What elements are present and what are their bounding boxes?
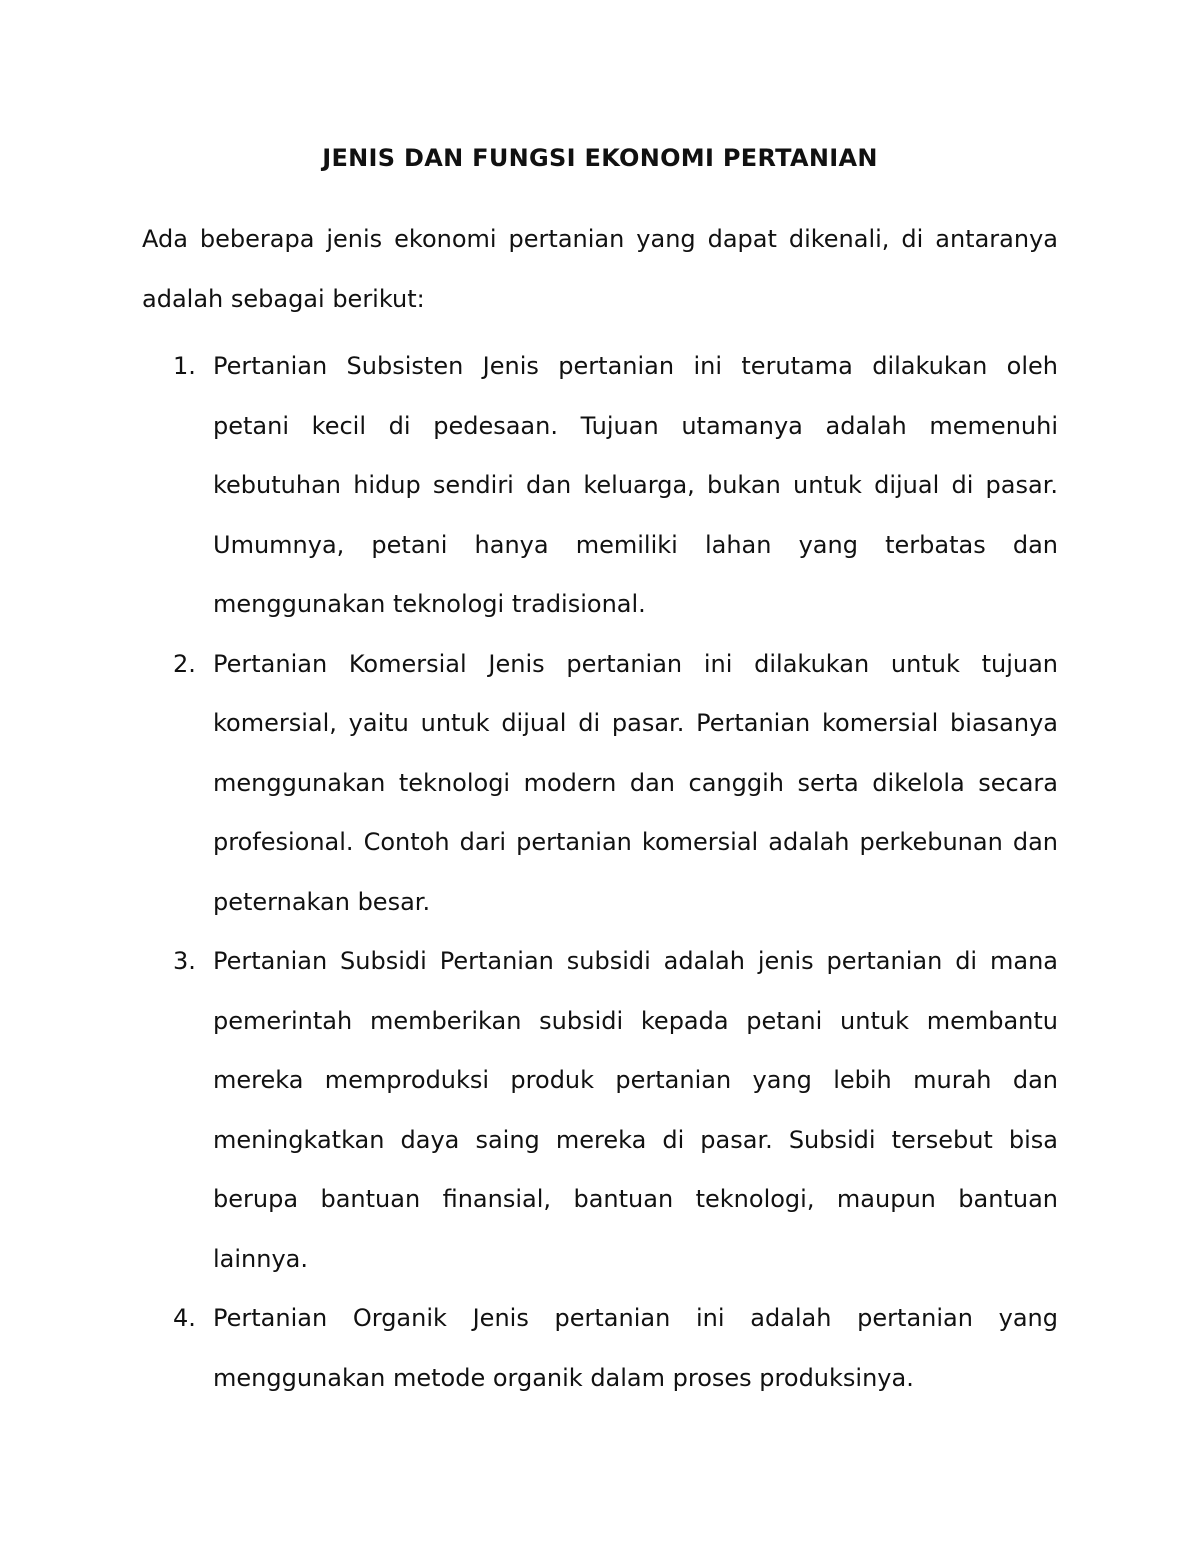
document-title: JENIS DAN FUNGSI EKONOMI PERTANIAN	[322, 144, 878, 172]
list-item	[142, 337, 1058, 635]
list-item-number: 1.	[173, 352, 196, 380]
list-item-text: Pertanian Subsidi Pertanian subsidi adalah jenis pertanian di mana pemerintah memberikan subsidi kepada petani untuk membantu mereka memproduksi produk pertanian yang lebih murah dan meningkatkan daya saing mereka di pasar. Subsidi tersebut bisa berupa bantuan finansial, bantuan teknologi, maupun bantuan lainnya.	[213, 947, 1058, 1273]
list-item-number: 3.	[173, 947, 196, 975]
list-item-text: Pertanian Organik Jenis pertanian ini adalah pertanian yang menggunakan metode organik dalam proses produksinya.	[213, 1304, 1058, 1392]
list-item-number: 4.	[173, 1304, 196, 1332]
intro-paragraph: Ada beberapa jenis ekonomi pertanian yang dapat dikenali, di antaranya adalah sebagai berikut:	[142, 225, 1058, 313]
list-item	[142, 1289, 1058, 1408]
list-item-text: Pertanian Komersial Jenis pertanian ini dilakukan untuk tujuan komersial, yaitu untuk dijual di pasar. Pertanian komersial biasanya menggunakan teknologi modern dan canggih serta dikelola secara profesional. Contoh dari pertanian komersial adalah perkebunan dan peternakan besar.	[213, 649, 1058, 916]
list-item-text: Pertanian Subsisten Jenis pertanian ini terutama dilakukan oleh petani kecil di pedesaan. Tujuan utamanya adalah memenuhi kebutuhan hidup sendiri dan keluarga, bukan untuk dijual di pasar. Umumnya, petani hanya memiliki lahan yang terbatas dan menggunakan teknologi tradisional.	[213, 352, 1058, 618]
list-item-number: 2.	[173, 649, 196, 678]
numbered-list	[142, 337, 1058, 1408]
list-item	[142, 635, 1058, 933]
list-item	[142, 932, 1058, 1289]
